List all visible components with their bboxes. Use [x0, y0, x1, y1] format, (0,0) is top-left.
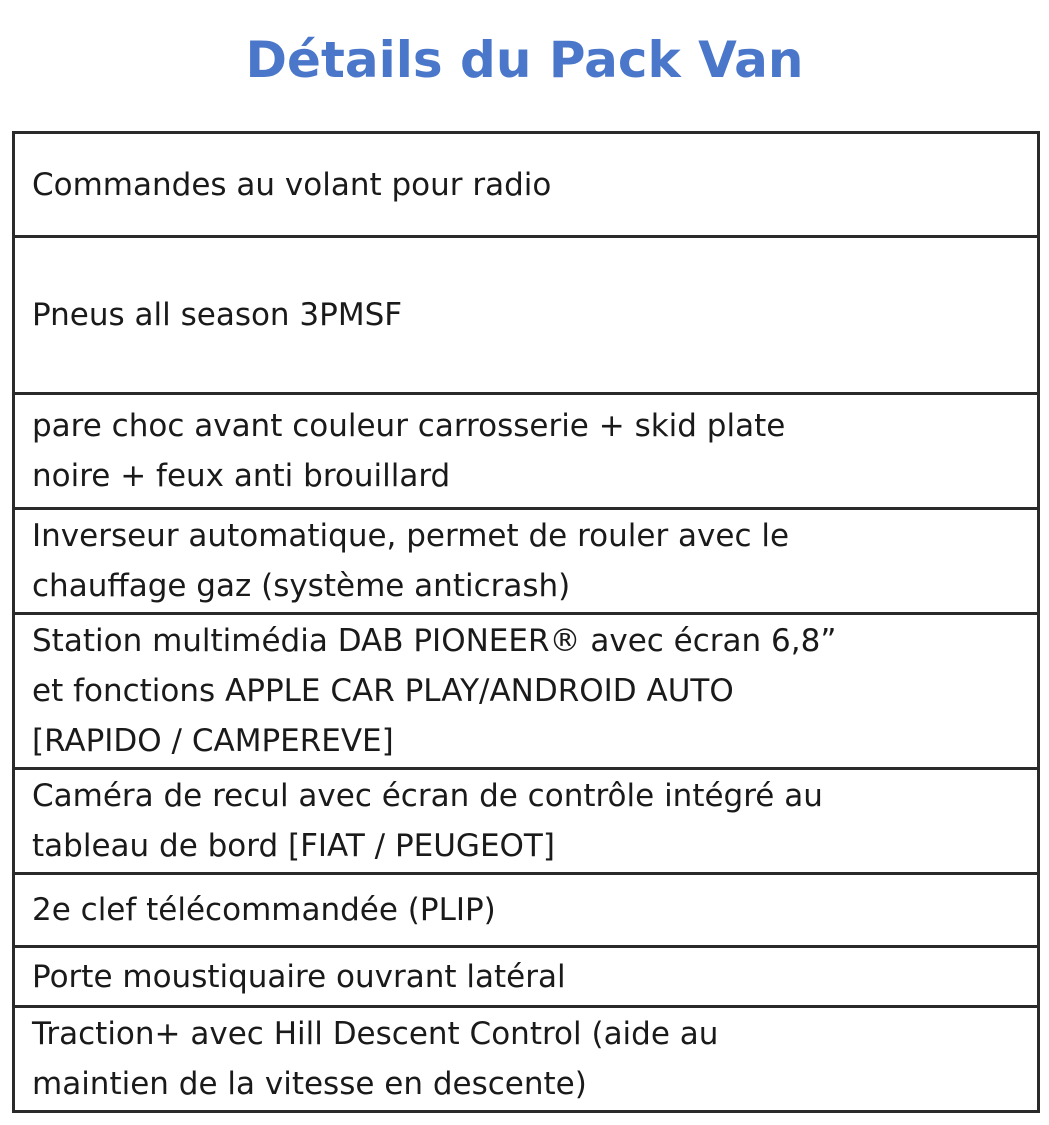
table-row [15, 510, 1037, 615]
row-text: pare choc avant couleur carrosserie + skid plate noire + feux anti brouillard [32, 408, 786, 494]
page-title: Détails du Pack Van [245, 31, 804, 89]
table-row [15, 875, 1037, 948]
row-text: 2e clef télécommandée (PLIP) [32, 892, 496, 928]
table-row [15, 770, 1037, 875]
row-text: Traction+ avec Hill Descent Control (aide au maintien de la vitesse en descente) [32, 1016, 719, 1102]
row-text: Caméra de recul avec écran de contrôle intégré au tableau de bord [FIAT / PEUGEOT] [32, 778, 823, 864]
table-row [15, 395, 1037, 510]
table-row [15, 615, 1037, 770]
row-text: Station multimédia DAB PIONEER® avec écran 6,8” et fonctions APPLE CAR PLAY/ANDROID AUTO [RAPIDO / CAMPEREVE] [32, 623, 837, 759]
row-text: Pneus all season 3PMSF [32, 297, 403, 333]
table-row [15, 948, 1037, 1008]
table-row [15, 134, 1037, 238]
row-text: Commandes au volant pour radio [32, 166, 552, 203]
table-row [15, 238, 1037, 395]
row-text: Porte moustiquaire ouvrant latéral [32, 958, 566, 995]
table-row [15, 1008, 1037, 1113]
row-text: Inverseur automatique, permet de rouler avec le chauffage gaz (système anticrash) [32, 518, 790, 604]
pack-details-table [12, 131, 1040, 1113]
